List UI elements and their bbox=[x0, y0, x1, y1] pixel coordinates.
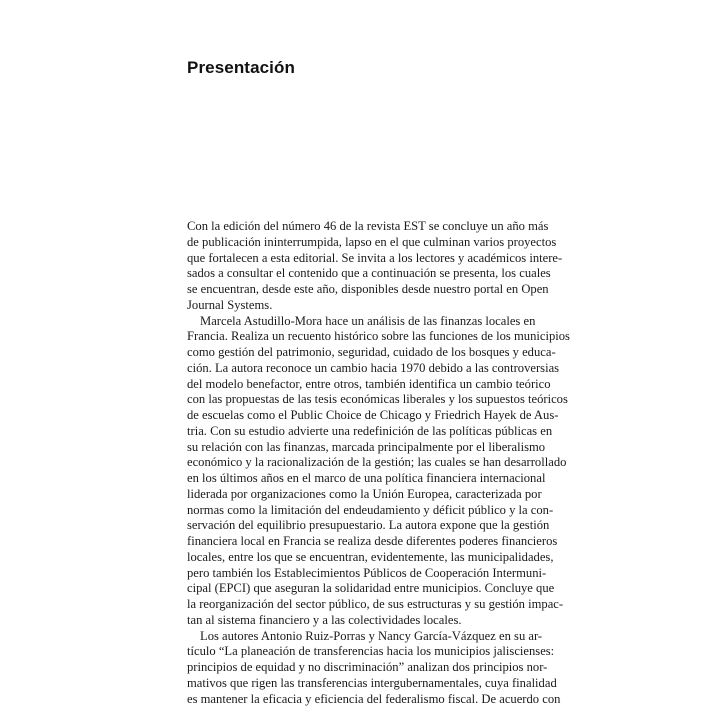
text-line: sados a consultar el contenido que a continuación se presenta, los cuales bbox=[187, 266, 551, 281]
text-line: se encuentran, desde este año, disponibles desde nuestro portal en Open bbox=[187, 282, 549, 296]
text-line: como gestión del patrimonio, seguridad, cuidado de los bosques y educa- bbox=[187, 345, 556, 359]
text-line: su relación con las finanzas, marcada principalmente por el liberalismo bbox=[187, 439, 546, 454]
text-line: ción. La autora reconoce un cambio hacia 1970 debido a las controversias bbox=[187, 360, 560, 375]
page-title: Presentación bbox=[187, 58, 295, 77]
text-line: tria. Con su estudio advierte una redefinición de las políticas públicas en bbox=[187, 423, 553, 438]
text-line: Marcela Astudillo-Mora hace un análisis de las finanzas locales en bbox=[200, 313, 536, 328]
text-line: servación del equilibrio presupuestario. La autora expone que la gestión bbox=[187, 518, 550, 533]
body-text bbox=[187, 219, 570, 707]
text-line: liderada por organizaciones como la Unión Europea, caracterizada por bbox=[187, 486, 542, 501]
text-line: locales, entre los que se encuentran, evidentemente, las municipalidades, bbox=[187, 549, 554, 564]
text-line: es mantener la eficacia y eficiencia del federalismo fiscal. De acuerdo con bbox=[187, 691, 561, 706]
text-line: la reorganización del sector público, de sus estructuras y su gestión impac- bbox=[187, 597, 564, 611]
text-line: con las propuestas de las tesis económicas liberales y los supuestos teóricos bbox=[187, 392, 568, 407]
text-line: tículo “La planeación de transferencias hacia los municipios jaliscienses: bbox=[187, 644, 555, 659]
text-line: económico y la racionalización de la gestión; las cuales se han desarrollado bbox=[187, 455, 567, 470]
text-line: en los últimos años en el marco de una política financiera internacional bbox=[187, 471, 546, 485]
text-line: principios de equidad y no discriminación” analizan dos principios nor- bbox=[187, 660, 548, 674]
text-line: de escuelas como el Public Choice de Chicago y Friedrich Hayek de Aus- bbox=[187, 408, 559, 422]
text-line: de publicación ininterrumpida, lapso en el que culminan varios proyectos bbox=[187, 234, 557, 249]
text-line: financiera local en Francia se realiza desde diferentes poderes financieros bbox=[187, 534, 558, 548]
text-line: normas como la limitación del endeudamiento y déficit público y la con- bbox=[187, 502, 554, 517]
text-line: mativos que rigen las transferencias intergubernamentales, cuya finalidad bbox=[187, 675, 557, 690]
text-line: del modelo benefactor, entre otros, también identifica un cambio teórico bbox=[187, 376, 551, 391]
text-line: que fortalecen a esta editorial. Se invita a los lectores y académicos intere- bbox=[187, 250, 563, 265]
text-line: Con la edición del número 46 de la revista EST se concluye un año más bbox=[187, 219, 549, 233]
text-line: tan al sistema financiero y a las colectividades locales. bbox=[187, 612, 462, 627]
text-line: pero también los Establecimientos Públicos de Cooperación Intermuni- bbox=[187, 565, 547, 580]
text-line: cipal (EPCI) que aseguran la solidaridad entre municipios. Concluye que bbox=[187, 581, 555, 596]
text-line: Francia. Realiza un recuento histórico sobre las funciones de los municipios bbox=[187, 329, 570, 344]
text-line: Journal Systems. bbox=[187, 297, 273, 312]
text-line: Los autores Antonio Ruiz-Porras y Nancy García-Vázquez en su ar- bbox=[200, 628, 543, 643]
